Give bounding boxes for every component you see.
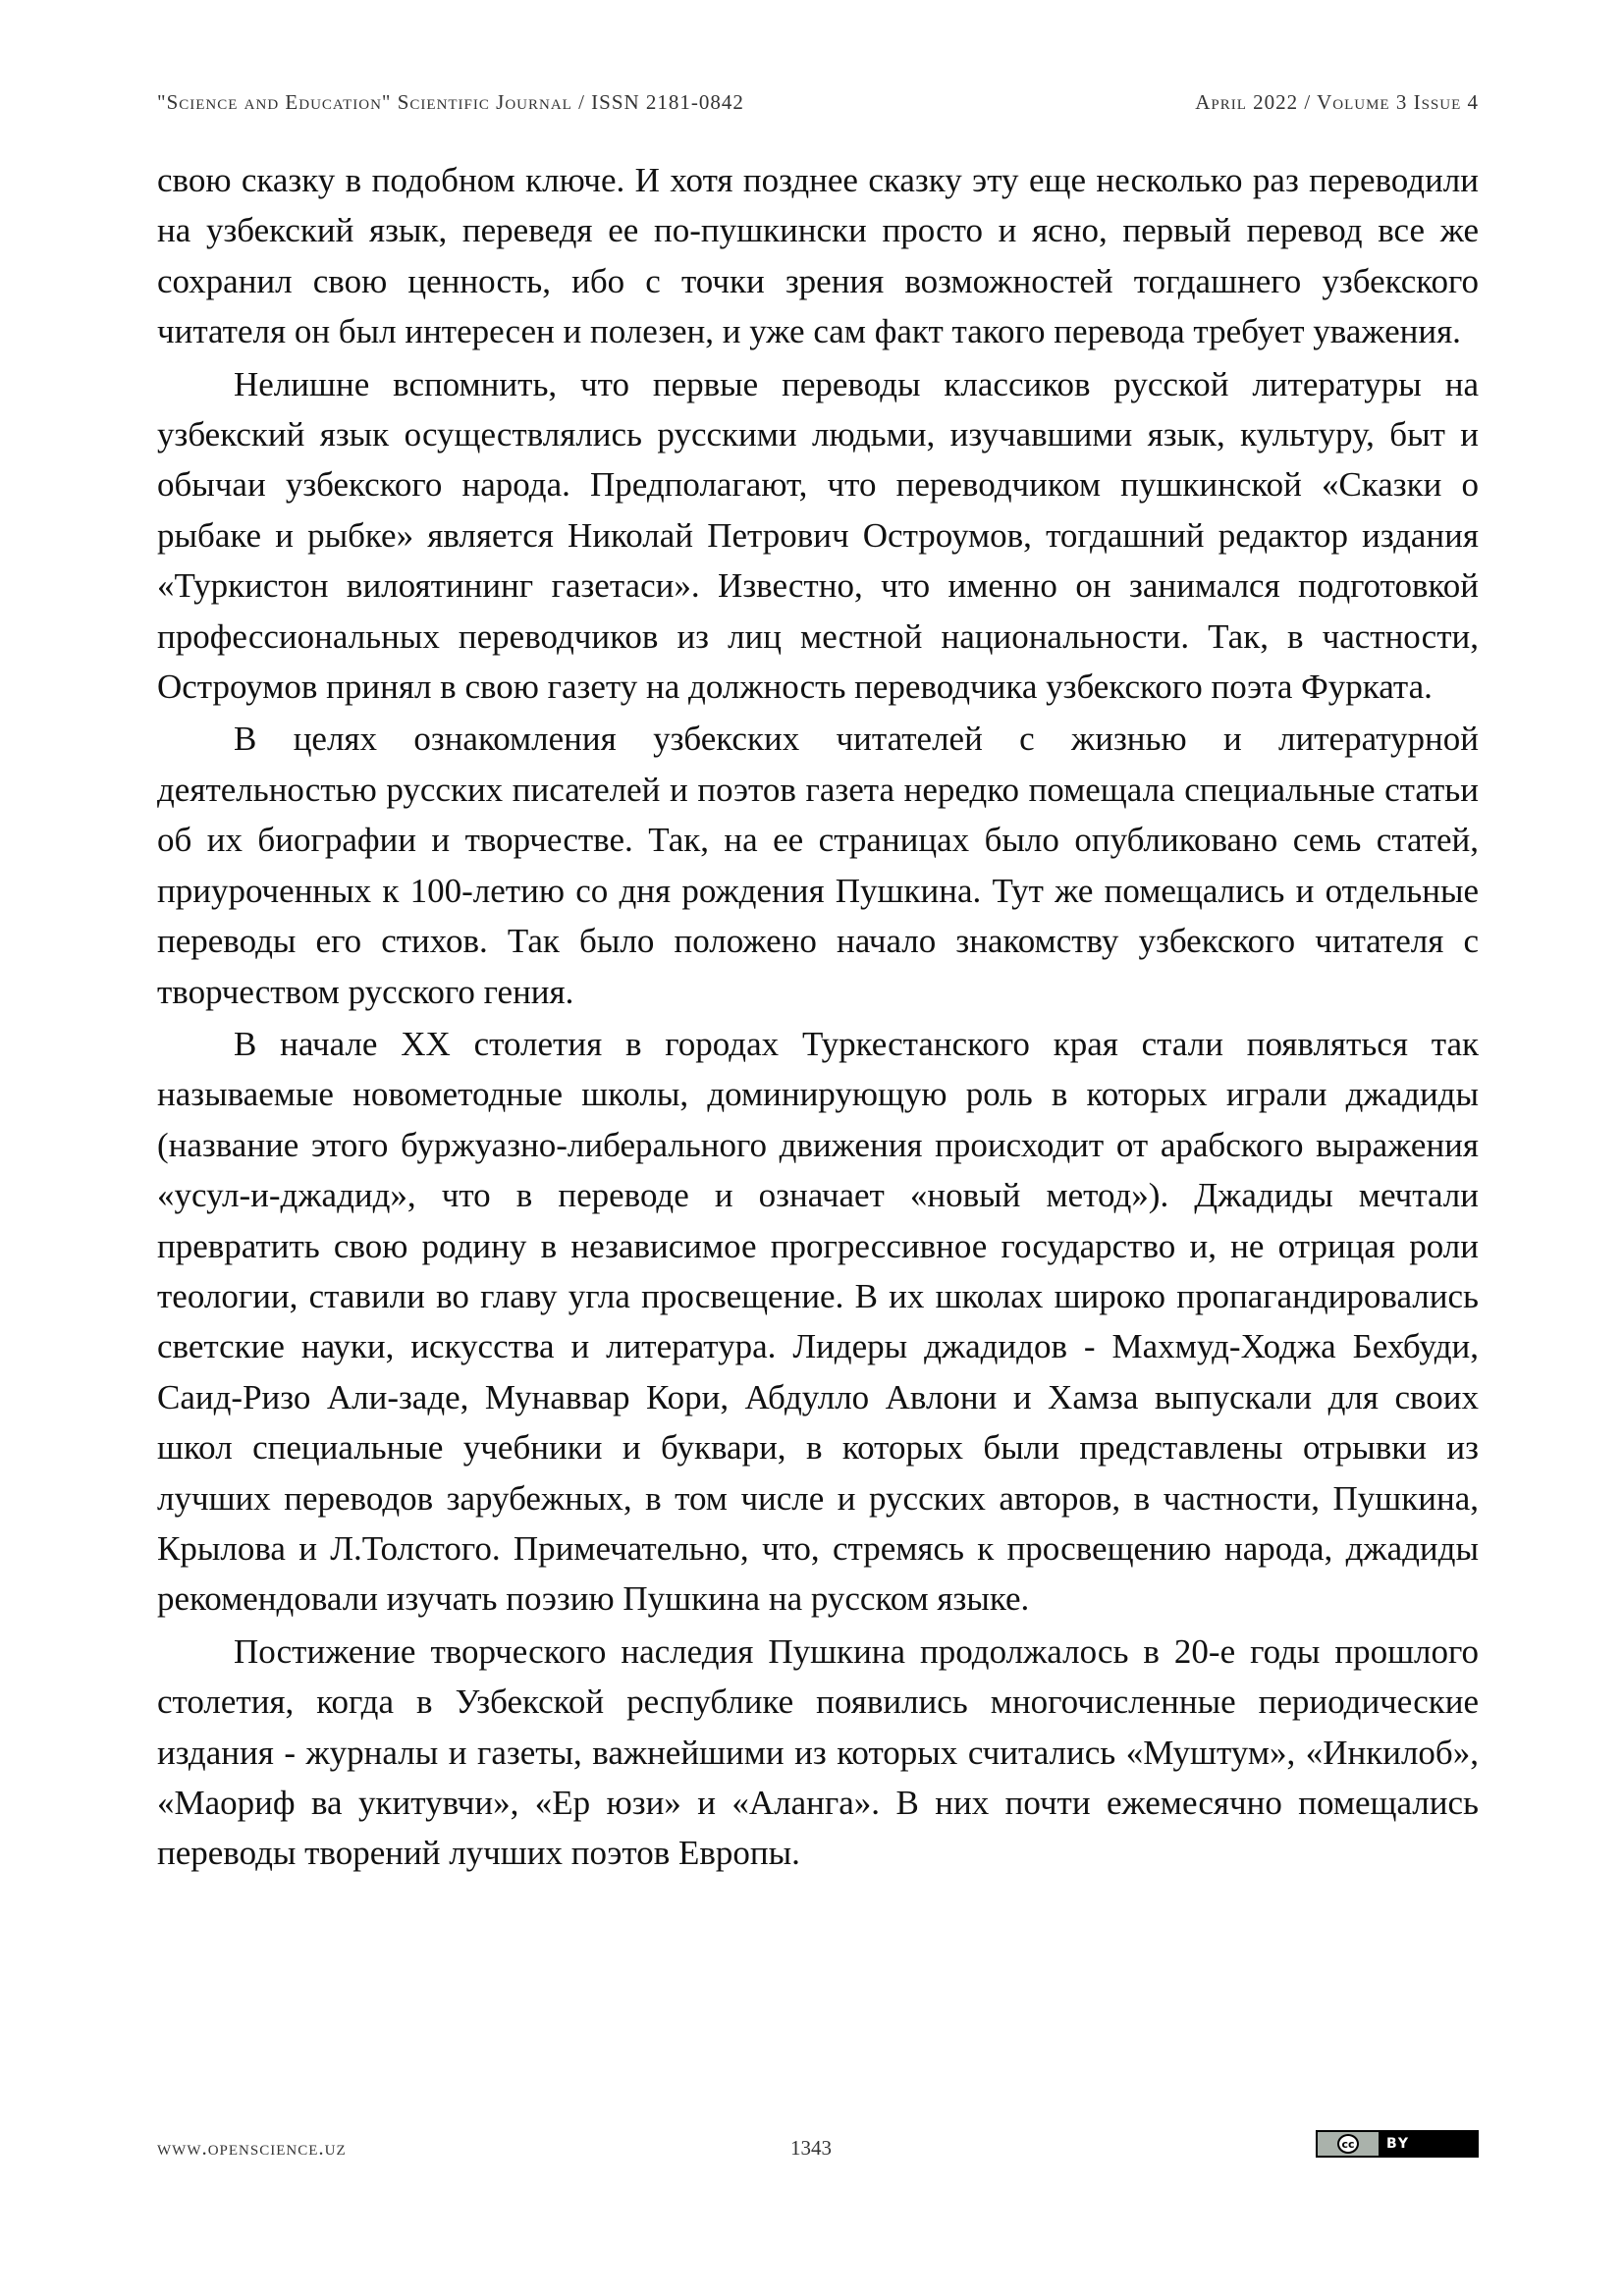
cc-circle-icon: cc — [1337, 2134, 1359, 2154]
page-header — [157, 90, 1479, 115]
journal-url[interactable]: www.openscience.uz — [157, 2136, 347, 2160]
cc-logo — [1318, 2132, 1379, 2156]
issue-info: April 2022 / Volume 3 Issue 4 — [1195, 90, 1479, 114]
paragraph: свою сказку в подобном ключе. И хотя позднее сказку эту еще несколько раз переводили на узбекский язык, переведя ее по-пушкински просто и ясно, первый перевод все же сохранил свою ценность, ибо с точки зрения возможностей тогдашнего узбекского читателя он был интересен и полезен, и уже сам факт такого перевода требует уважения. — [157, 161, 1479, 351]
page-footer — [157, 2130, 1479, 2169]
paragraph: В начале XX столетия в городах Туркестанского края стали появляться так называемые новометодные школы, доминирующую роль в которых играли джадиды (название этого буржуазно-либерального движения происходит от арабского выражения «усул-и-джадид», что в переводе и означает «новый метод»). Джадиды мечтали превратить свою родину в независимое прогрессивное государство и, не отрицая роли теологии, ставили во главу угла просвещение. В их школах широко пропагандировались светские науки, искусства и литература. Лидеры джадидов - Махмуд-Ходжа Бехбуди, Саид-Ризо Али-заде, Мунаввар Кори, Абдулло Авлони и Хамза выпускали для своих школ специальные учебники и буквари, в которых были представлены отрывки из лучших переводов зарубежных, в том числе и русских авторов, в частности, Пушкина, Крылова и Л.Толстого. Примечательно, что, стремясь к просвещению народа, джадиды рекомендовали изучать поэзию Пушкина на русском языке. — [157, 1024, 1479, 1619]
cc-by-label: BY — [1379, 2132, 1477, 2156]
page-number: 1343 — [790, 2136, 832, 2160]
paragraph: В целях ознакомления узбекских читателей с жизнью и литературной деятельностью русских писателей и поэтов газета нередко помещала специальные статьи об их биографии и творчестве. Так, на ее страницах было опубликовано семь статей, приуроченных к 100-летию со дня рождения Пушкина. Тут же помещались и отдельные переводы его стихов. Так было положено начало знакомству узбекского читателя с творчеством русского гения. — [157, 720, 1479, 1011]
paragraph: Нелишне вспомнить, что первые переводы классиков русской литературы на узбекский язык осуществлялись русскими людьми, изучавшими язык, культуру, быт и обычаи узбекского народа. Предполагают, что переводчиком пушкинской «Сказки о рыбаке и рыбке» является Николай Петрович Остроумов, тогдашний редактор издания «Туркистон вилоятининг газетаси». Известно, что именно он занимался подготовкой профессиональных переводчиков из лиц местной национальности. Так, в частности, Остроумов принял в свою газету на должность переводчика узбекского поэта Фурката. — [157, 364, 1479, 707]
article-body — [157, 155, 1479, 1881]
journal-title: "Science and Education" Scientific Journal / ISSN 2181-0842 — [157, 90, 744, 114]
paragraph: Постижение творческого наследия Пушкина продолжалось в 20-е годы прошлого столетия, когда в Узбекской республике появились многочисленные периодические издания - журналы и газеты, важнейшими из которых считались «Муштум», «Инкилоб», «Маориф ва укитувчи», «Ер юзи» и «Аланга». В них почти ежемесячно помещались переводы творений лучших поэтов Европы. — [157, 1631, 1479, 1873]
cc-by-license-icon[interactable] — [1316, 2130, 1479, 2158]
